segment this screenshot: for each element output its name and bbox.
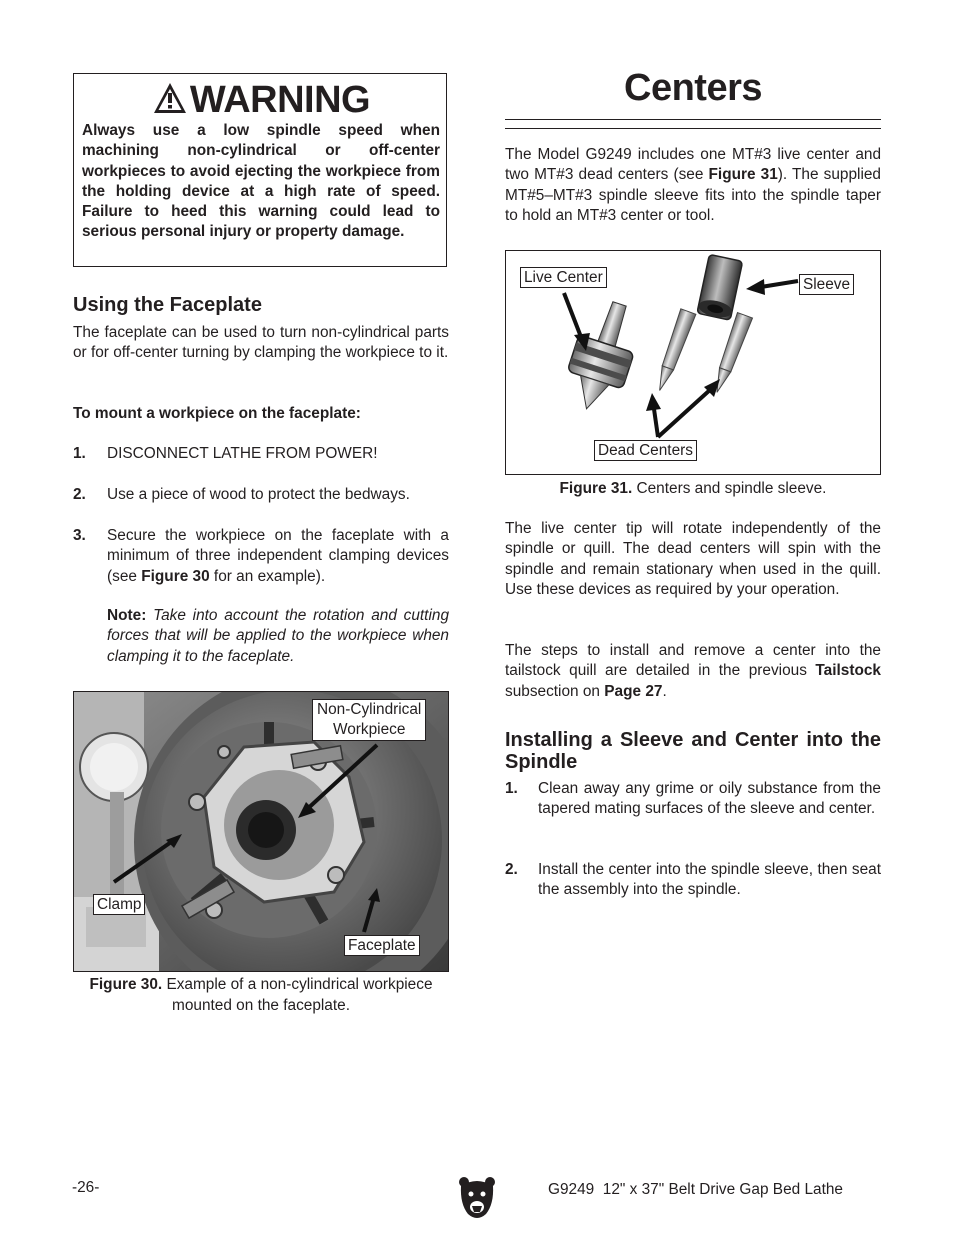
callout-live-center: Live Center	[520, 267, 607, 288]
faceplate-heading: Using the Faceplate	[73, 294, 262, 316]
centers-intro: The Model G9249 includes one MT#3 live center and two MT#3 dead centers (see Figure 31). The supplied MT#5–MT#3 spindle sleeve fits into the spindle taper to hold an MT#3 center or tool.	[505, 146, 881, 224]
step-text: Clean away any grime or oily substance from the tapered mating surfaces of the sleeve and center.	[538, 780, 881, 818]
figure-31-caption: Figure 31. Centers and spindle sleeve.	[559, 480, 827, 497]
step-number: 2.	[505, 861, 518, 878]
note	[107, 606, 449, 667]
figure-reference[interactable]: Figure 30	[141, 567, 210, 585]
figure-30-box	[73, 691, 449, 972]
grizzly-bear-logo-icon	[458, 1174, 496, 1222]
step-text: Use a piece of wood to protect the bedways.	[107, 486, 410, 503]
step-text: DISCONNECT LATHE FROM POWER!	[107, 445, 378, 462]
page-number: -26-	[72, 1179, 100, 1196]
faceplate-subhead: To mount a workpiece on the faceplate:	[73, 405, 361, 422]
callout-sleeve: Sleeve	[799, 274, 854, 295]
caption-label: Figure 31.	[559, 480, 633, 497]
footer-model: G9249 12" x 37" Belt Drive Gap Bed Lathe	[548, 1181, 843, 1198]
caption-label: Figure 30.	[89, 976, 163, 993]
callout-workpiece: Non-Cylindrical Workpiece	[312, 699, 426, 741]
centers-paragraph-2: The live center tip will rotate independently of the spindle or quill. The dead centers will spin with the spindle and remain stationary when used in the quill. Use these devices as required by your operation.	[505, 520, 881, 598]
figure-31-box	[505, 250, 881, 475]
step-text: Secure the workpiece on the faceplate with a minimum of three independent clamping devices (see Figure 30 for an example).	[107, 527, 449, 585]
callout-faceplate: Faceplate	[344, 935, 420, 956]
section-reference[interactable]: Tailstock	[815, 662, 881, 680]
warning-text: Always use a low spindle speed when machining non-cylindrical or off-center workpieces to avoid ejecting the workpiece from the holding device at a high rate of speed. Failure to heed this warning could lead to serious personal injury or property damage.	[82, 122, 440, 241]
step-text: Install the center into the spindle sleeve, then seat the assembly into the spindle.	[538, 861, 881, 899]
warning-box	[73, 73, 447, 267]
step-number: 2.	[73, 486, 86, 503]
step-number: 3.	[73, 527, 86, 544]
callout-clamp: Clamp	[93, 894, 145, 915]
figure-30-caption: Figure 30. Example of a non-cylindrical workpiece mounted on the faceplate.	[89, 976, 433, 1014]
title-rule-bottom	[505, 128, 881, 129]
faceplate-intro: The faceplate can be used to turn non-cylindrical parts or for off-center turning by clamping the workpiece to it.	[73, 324, 449, 362]
centers-paragraph-3: The steps to install and remove a center into the tailstock quill are detailed in the previous Tailstock subsection on Page 27.	[505, 642, 881, 700]
figure-reference[interactable]: Figure 31	[708, 166, 778, 184]
page-reference[interactable]: Page 27	[604, 682, 663, 700]
sleeve-section-heading: Installing a Sleeve and Center into the Spindle	[505, 729, 881, 773]
centers-title: Centers	[624, 67, 762, 109]
step-number: 1.	[505, 780, 518, 797]
note-text: Take into account the rotation and cutting forces that will be applied to the workpiece when clamping it to the faceplate.	[107, 607, 450, 665]
warning-title: WARNING	[189, 79, 371, 121]
warning-triangle-icon	[152, 81, 188, 115]
note-label: Note:	[107, 607, 147, 624]
step-number: 1.	[73, 445, 86, 462]
callout-dead-centers: Dead Centers	[594, 440, 697, 461]
title-rule-top	[505, 119, 881, 120]
warning-header	[74, 80, 448, 120]
